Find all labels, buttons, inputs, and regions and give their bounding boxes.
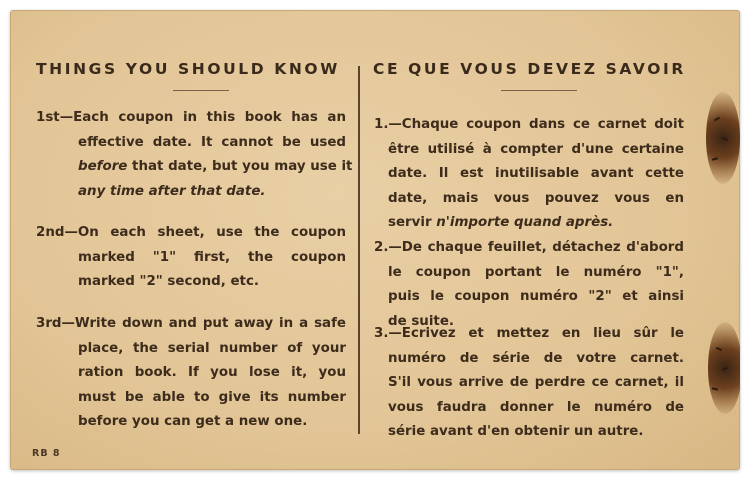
french-item-1-line-5 <box>374 211 684 236</box>
french-item-1 <box>374 113 684 236</box>
french-heading: CE QUE VOUS DEVEZ SAVOIR <box>373 60 686 78</box>
french-item-2-line-4: de suite. <box>388 313 454 329</box>
english-item-3-line-4: must be able to give its number <box>78 389 346 405</box>
english-item-3-line-2: place, the serial number of your <box>78 340 346 356</box>
french-italic-nimporte: n'importe quand après. <box>436 215 614 230</box>
english-item-1-line-1: —Each coupon in this book has an <box>59 110 346 125</box>
english-item-1-number: 1st <box>36 110 60 125</box>
french-item-2 <box>374 236 684 334</box>
english-item-2-number: 2nd <box>36 225 65 240</box>
english-heading: THINGS YOU SHOULD KNOW <box>36 60 340 78</box>
french-item-3-line-5: série avant d'en obtenir un autre. <box>388 424 644 439</box>
french-item-1-number: 1. <box>374 117 389 132</box>
french-item-3-line-4: vous faudra donner le numéro de <box>388 399 684 415</box>
french-item-3-line-2: numéro de série de votre carnet. <box>388 350 684 366</box>
french-item-1-line-4: date, mais vous pouvez vous en <box>388 190 684 206</box>
english-item-2-line-3: marked "2" second, etc. <box>78 274 259 289</box>
english-item-1-line-2: effective date. It cannot be used <box>78 134 346 150</box>
french-item-2-line-2: le coupon portant le numéro "1", <box>388 264 684 280</box>
french-item-2-line-1: —De chaque feuillet, détachez d'abord <box>388 240 684 255</box>
french-heading-rule <box>501 90 577 91</box>
english-item-1 <box>36 106 353 204</box>
french-item-1-line-1: —Chaque coupon dans ce carnet doit <box>388 117 684 132</box>
french-item-1-line-2: être utilisé à compter d'une certaine <box>388 141 684 157</box>
french-item-3-line-3: S'il vous arrive de perdre ce carnet, il <box>388 375 684 390</box>
french-servir: servir <box>388 215 437 230</box>
english-italic-before: before <box>78 159 128 174</box>
english-item-3-line-1: —Write down and put away in a safe <box>61 316 346 331</box>
french-item-2-number: 2. <box>374 240 389 255</box>
french-item-3-line-1: —Ecrivez et mettez en lieu sûr le <box>388 326 684 341</box>
english-item-2-line-2: marked "1" first, the coupon <box>78 249 346 265</box>
english-item-3 <box>36 312 346 435</box>
english-item-2 <box>36 221 346 295</box>
english-item-2-line-1: —On each sheet, use the coupon <box>64 225 346 240</box>
french-item-3 <box>374 322 684 445</box>
english-item-1-line-4: any time after that date. <box>78 183 266 199</box>
english-item-3-line-3: ration book. If you lose it, you <box>78 365 346 380</box>
english-item-3-number: 3rd <box>36 316 62 331</box>
ration-book-card <box>10 10 740 470</box>
french-item-3-number: 3. <box>374 326 389 341</box>
english-item-1-line-3 <box>36 155 353 180</box>
english-item-3-line-5: before you can get a new one. <box>78 414 308 429</box>
french-item-2-line-3: puis le coupon numéro "2" et ainsi <box>388 289 684 304</box>
form-code: RB 8 <box>32 448 61 459</box>
column-divider <box>358 66 360 434</box>
english-line-3-rest: that date, but you may use it <box>127 159 353 174</box>
french-item-1-line-3: date. Il est inutilisable avant cette <box>388 166 684 181</box>
english-heading-rule <box>173 90 229 91</box>
